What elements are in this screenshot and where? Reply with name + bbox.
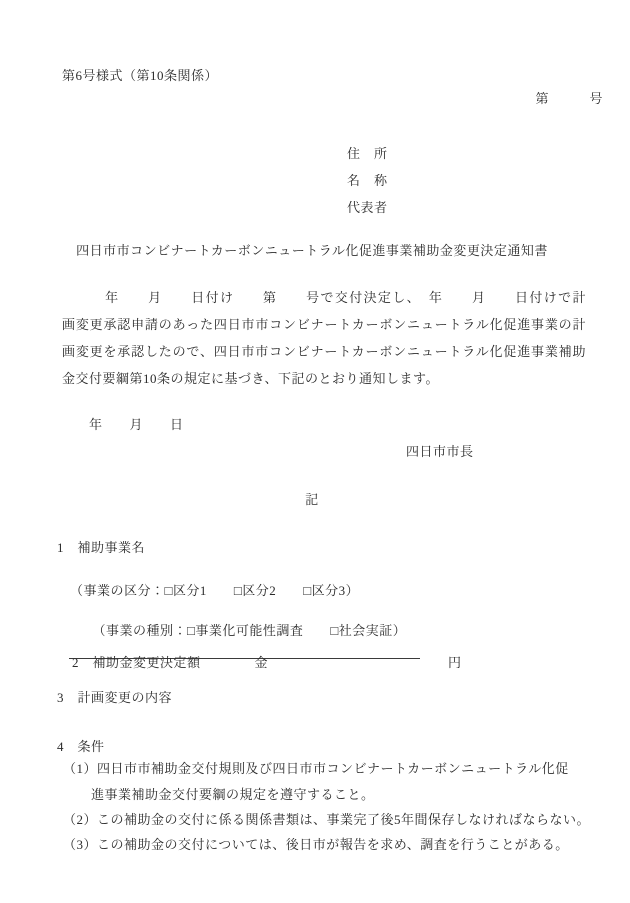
addressee-name-label: 名 称 xyxy=(347,173,388,188)
sender-name: 四日市市長 xyxy=(406,444,474,459)
body-paragraph-line-1: 年 月 日付け 第 号で交付決定し、 年 月 日付けで計 xyxy=(62,290,586,305)
category-option-3: 区分3 xyxy=(311,583,346,598)
type-prefix: （事業の種別： xyxy=(92,623,188,638)
category-option-2: 区分2 xyxy=(242,583,277,598)
item-4-heading: 4 条件 xyxy=(57,739,105,754)
checkbox-icon: □ xyxy=(164,583,173,598)
checkbox-icon: □ xyxy=(303,583,312,598)
condition-2: （2）この補助金の交付に係る関係書類は、事業完了後5年間保存しなければならない。 xyxy=(63,812,591,827)
item-2-heading: 2 補助金変更決定額 xyxy=(72,655,201,670)
item-3-heading: 3 計画変更の内容 xyxy=(57,690,173,705)
separator-ki: 記 xyxy=(305,492,319,507)
body-paragraph-line-2: 画変更承認申請のあった四日市市コンビナートカーボンニュートラル化促進事業の計 xyxy=(62,317,586,332)
item-1-heading: 1 補助事業名 xyxy=(57,540,146,555)
item-2-line xyxy=(57,639,462,687)
checkbox-icon: □ xyxy=(330,623,339,638)
type-suffix: ） xyxy=(392,623,407,638)
condition-3: （3）この補助金の交付については、後日市が報告を求め、調査を行うことがある。 xyxy=(63,837,569,852)
condition-1-line-1: （1）四日市市補助金交付規則及び四日市市コンビナートカーボンニュートラル化促 xyxy=(63,761,569,776)
category-suffix: ） xyxy=(345,583,360,598)
document-number: 第 号 xyxy=(535,91,603,106)
body-paragraph-line-4: 金交付要綱第10条の規定に基づき、下記のとおり通知します。 xyxy=(62,371,439,386)
category-prefix: （事業の区分： xyxy=(70,583,165,598)
form-number: 第6号様式（第10条関係） xyxy=(62,68,219,83)
amount-prefix: 金 xyxy=(254,655,269,670)
date-line: 年 月 日 xyxy=(62,417,184,432)
document-title: 四日市市コンビナートカーボンニュートラル化促進事業補助金変更決定通知書 xyxy=(76,243,548,258)
addressee-representative-label: 代表者 xyxy=(347,200,388,215)
body-paragraph-line-3: 画変更を承認したので、四日市市コンビナートカーボンニュートラル化促進事業補助 xyxy=(62,344,586,359)
condition-1-line-2: 進事業補助金交付要綱の規定を遵守すること。 xyxy=(91,787,375,802)
type-option-1: 事業化可能性調査 xyxy=(195,623,304,638)
addressee-address-label: 住 所 xyxy=(347,146,388,161)
amount-suffix: 円 xyxy=(448,655,462,670)
type-option-2: 社会実証 xyxy=(338,623,393,638)
checkbox-icon: □ xyxy=(233,583,243,598)
category-option-1: 区分1 xyxy=(172,583,207,598)
checkbox-icon: □ xyxy=(187,623,196,638)
